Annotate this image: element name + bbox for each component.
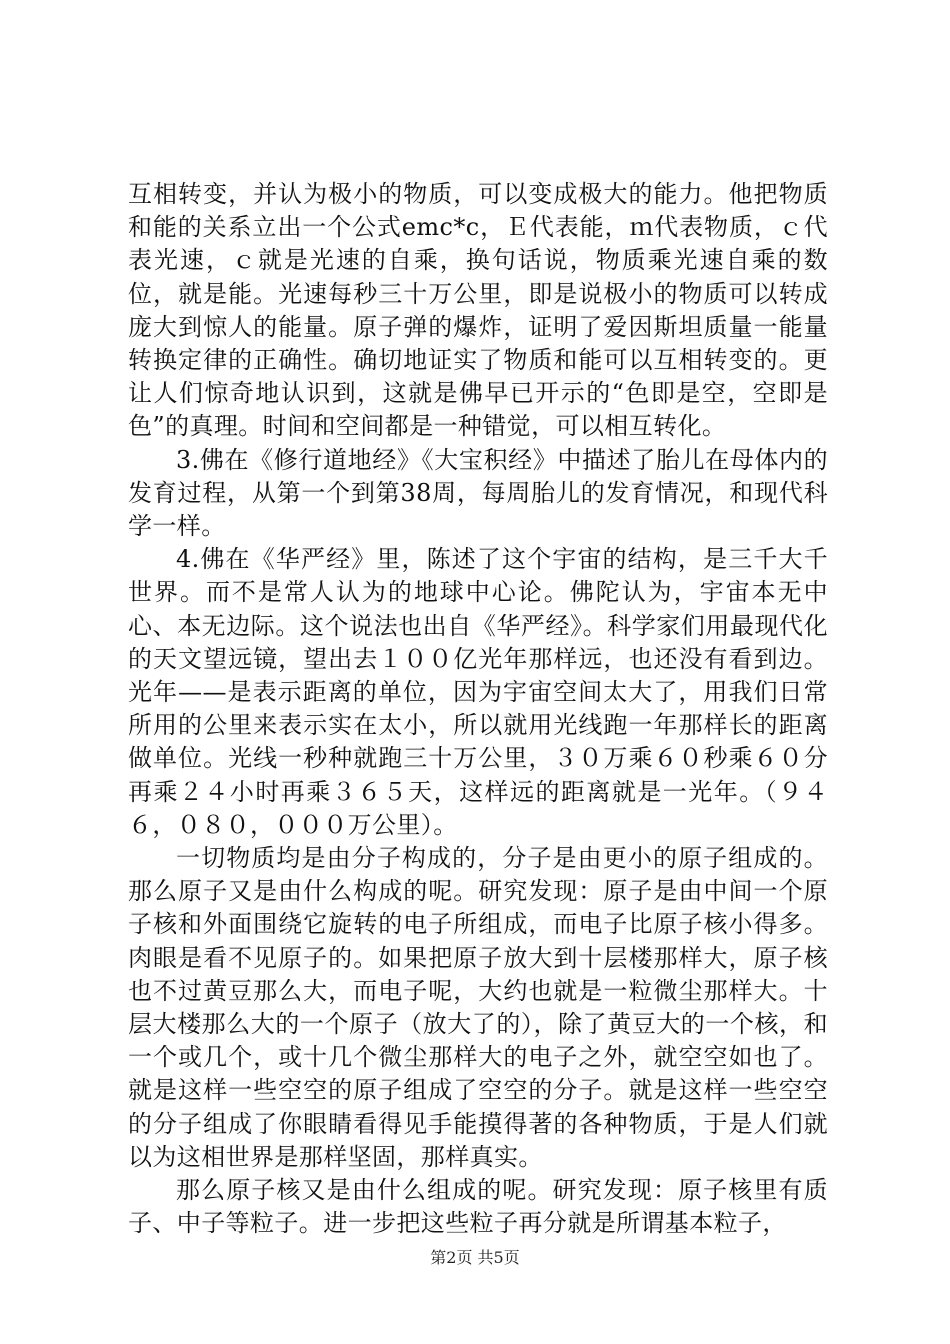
document-body xyxy=(128,178,828,1241)
paragraph-4: 一切物质均是由分子构成的，分子是由更小的原子组成的。那么原子又是由什么构成的呢。研究发现：原子是由中间一个原子核和外面围绕它旋转的电子所组成，而电子比原子核小得多。肉眼是看不见原子的。如果把原子放大到十层楼那样大，原子核也不过黄豆那么大，而电子呢，大约也就是一粒微尘那样大。十层大楼那么大的一个原子（放大了的），除了黄豆大的一个核，和一个或几个，或十几个微尘那样大的电子之外，就空空如也了。就是这样一些空空的原子组成了空空的分子。就是这样一些空空的分子组成了你眼睛看得见手能摸得著的各种物质，于是人们就以为这相世界是那样坚固，那样真实。 xyxy=(128,844,828,1171)
paragraph-5: 那么原子核又是由什么组成的呢。研究发现：原子核里有质子、中子等粒子。进一步把这些粒子再分就是所谓基本粒子， xyxy=(128,1176,828,1238)
paragraph-2: 3.佛在《修行道地经》《大宝积经》中描述了胎儿在母体内的发育过程，从第一个到第38周，每周胎儿的发育情况，和现代科学一样。 xyxy=(128,445,828,541)
page-number-footer: 第2页 共5页 xyxy=(430,1248,520,1267)
paragraph-1: 互相转变，并认为极小的物质，可以变成极大的能力。他把物质和能的关系立出一个公式emc*c，Ｅ代表能，ｍ代表物质，ｃ代表光速，ｃ就是光速的自乘，换句话说，物质乘光速自乘的数位，就是能。光速每秒三十万公里，即是说极小的物质可以转成庞大到惊人的能量。原子弹的爆炸，证明了爱因斯坦质量一能量转换定律的正确性。确切地证实了物质和能可以互相转变的。更让人们惊奇地认识到，这就是佛早已开示的“色即是空，空即是色”的真理。时间和空间都是一种错觉，可以相互转化。 xyxy=(128,180,828,441)
paragraph-3: 4.佛在《华严经》里，陈述了这个宇宙的结构，是三千大千世界。而不是常人认为的地球中心论。佛陀认为，宇宙本无中心、本无边际。这个说法也出自《华严经》。科学家们用最现代化的天文望远镜，望出去１００亿光年那样远，也还没有看到边。光年——是表示距离的单位，因为宇宙空间太大了，用我们日常所用的公里来表示实在太小，所以就用光线跑一年那样长的距离做单位。光线一秒种就跑三十万公里，３０万乘６０秒乘６０分再乘２４小时再乘３６５天，这样远的距离就是一光年。（９４６，０８０，０００万公里）。 xyxy=(128,545,828,839)
